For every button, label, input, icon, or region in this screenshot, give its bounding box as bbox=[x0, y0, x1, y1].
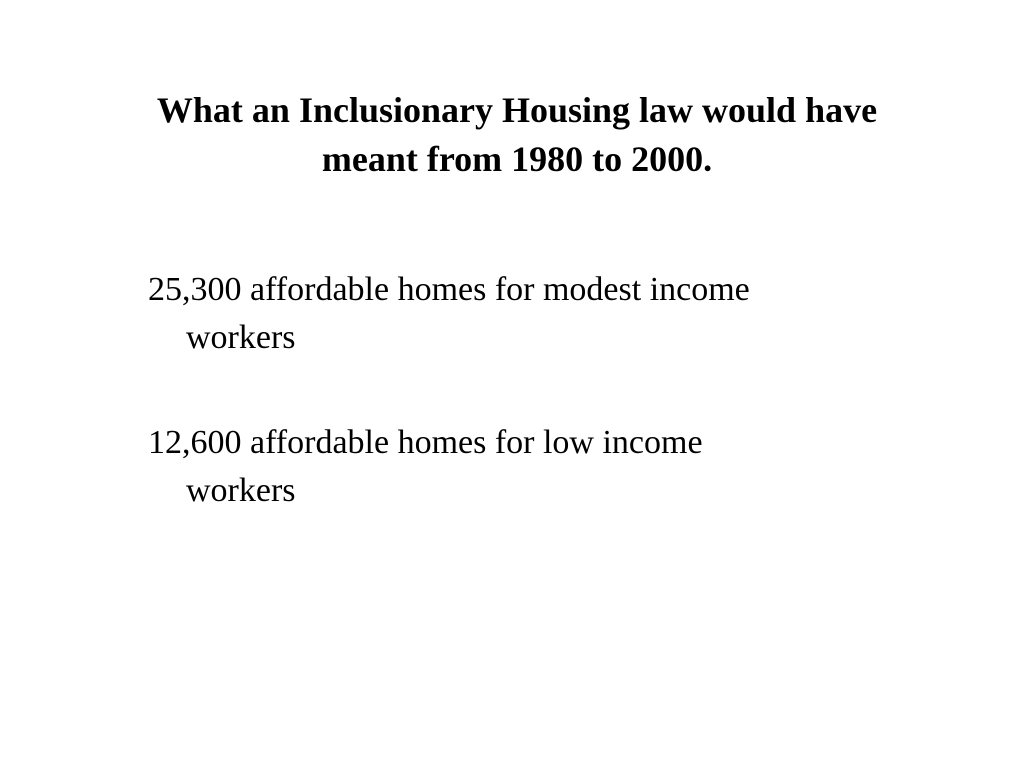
slide-title-line-1: What an Inclusionary Housing law would have bbox=[156, 90, 878, 130]
bullet-list bbox=[148, 266, 888, 572]
slide-title bbox=[100, 86, 934, 184]
bullet-text-line-2: workers bbox=[186, 319, 296, 356]
bullet-text-line-1: 25,300 affordable homes for modest income bbox=[148, 271, 750, 308]
bullet-item-low-income bbox=[148, 419, 888, 515]
bullet-text-line-1: 12,600 affordable homes for low income bbox=[148, 424, 703, 461]
bullet-text-line-2: workers bbox=[186, 472, 296, 509]
bullet-item-modest-income bbox=[148, 266, 888, 362]
slide-title-line-2: meant from 1980 to 2000. bbox=[321, 139, 713, 179]
